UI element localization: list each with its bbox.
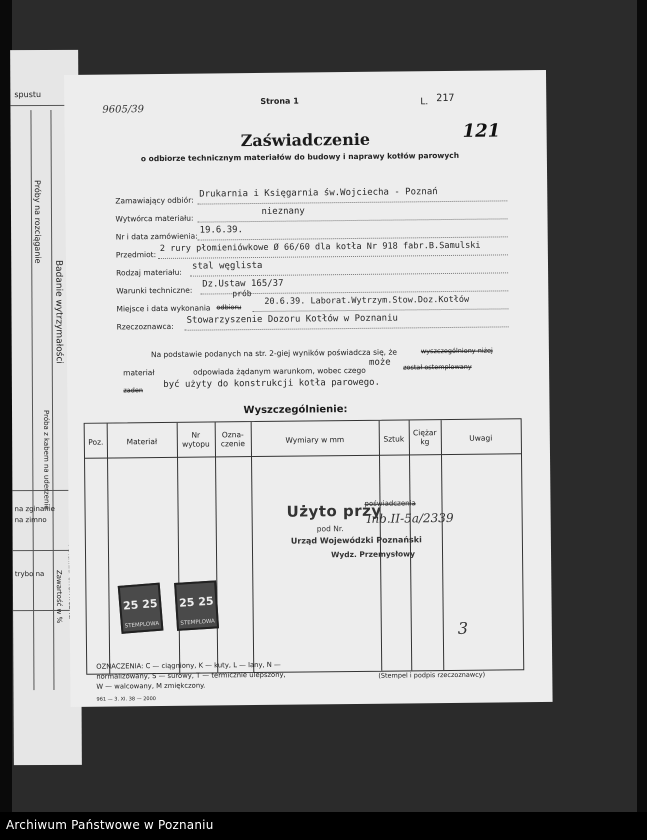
table-column-line	[409, 420, 413, 670]
ordering-value: Drukarnia i Księgarnia św.Wojciecha - Poznań	[199, 187, 438, 200]
subject-value: 2 rury płomieniówkowe Ø 66/60 dla kotła Nr 918 fabr.B.Samulski	[159, 240, 481, 255]
header-pieces: Sztuk	[383, 434, 405, 444]
handwritten-number: 121	[462, 120, 501, 142]
l-label: L.	[420, 97, 429, 108]
revenue-stamp-label: STEMPLOWA	[180, 618, 216, 627]
header-material: Materiał	[126, 437, 158, 447]
statement-struck1: wyszczególniony niżej	[420, 346, 493, 356]
table-column-line	[441, 420, 445, 670]
stamp-handwritten-number: Inb.II-5a/2339	[366, 510, 454, 526]
expert-value: Stowarzyszenie Dozoru Kotłów w Poznaniu	[186, 313, 398, 326]
revenue-stamp-value: 25 25	[178, 594, 214, 610]
place-inserted: prób	[232, 289, 252, 299]
print-code: 961 — 3. XI. 38 — 2000	[96, 696, 157, 703]
place-value: 20.6.39. Laborat.Wytrzym.Stow.Doz.Kotłów	[264, 294, 470, 307]
document-subtitle: o odbiorze technicznym materiałów do budowy i naprawy kotłów parowych	[140, 150, 460, 164]
back-sheet-column-line	[50, 110, 54, 690]
reference-number: 9605/39	[102, 104, 144, 116]
signature-label: (Stempel i podpis rzeczoznawcy)	[378, 670, 486, 680]
field-dotline	[158, 254, 508, 259]
legend-line1: OZNACZENIA: C — ciągniony, K — kuty, L — lany, N —	[96, 660, 281, 671]
stamp-office: Urząd Wojewódzki Poznański	[290, 535, 422, 546]
producer-label: Wytwórca materiału:	[115, 213, 194, 224]
ordering-label: Zamawiający odbiór:	[115, 195, 194, 206]
order-label: Nr i data zamówienia:	[115, 231, 198, 242]
statement-line1: Na podstawie podanych na str. 2-giej wyników poświadcza się, że	[150, 347, 398, 360]
legend-line3: W — walcowany, M zmiękczony.	[96, 681, 206, 691]
statement-may: może	[368, 357, 391, 368]
statement-line2a: materiał	[123, 368, 155, 378]
field-dotline	[197, 200, 507, 204]
back-sheet-top-label: spustu	[14, 90, 42, 100]
material-label: Rodzaj materiału:	[116, 267, 182, 278]
l-number: 217	[436, 92, 455, 105]
certificate-document	[64, 70, 553, 707]
statement-struck2: został ostemplowany	[403, 362, 472, 372]
revenue-stamp-value: 25 25	[122, 596, 158, 613]
header-remarks: Uwagi	[469, 433, 493, 443]
header-heat-number: Nr wytopu	[182, 430, 210, 449]
specification-title: Wyszczególnienie:	[243, 404, 348, 417]
field-dotline	[252, 308, 508, 312]
legend-line2: normalizowany, S — surowy, T — termicznie ulepszony,	[96, 670, 286, 681]
material-value: stal węglista	[191, 260, 263, 272]
table-column-line	[379, 421, 383, 671]
field-dotline	[185, 326, 509, 330]
back-sheet-impact-label: Próba z kabem na uderzenie	[42, 409, 51, 510]
film-edge-right	[637, 0, 647, 812]
handwritten-mark: 3	[457, 618, 469, 638]
back-sheet-tensile-label: Próby na rozciąganie	[32, 180, 43, 264]
subject-label: Przedmiot:	[115, 250, 157, 260]
field-dotline	[190, 272, 508, 276]
table-column-line	[177, 423, 181, 673]
table-header-line	[85, 453, 521, 459]
place-label: Miejsce i data wykonania	[116, 303, 211, 314]
header-marking: Ozna-czenie	[220, 430, 245, 449]
statement-line2b: odpowiada żądanym warunkom, wobec czego	[193, 365, 366, 377]
field-dotline	[198, 218, 508, 222]
stamp-pod: pod Nr.	[316, 524, 344, 534]
table-column-line	[251, 422, 255, 672]
revenue-stamp-label: STEMPLOWA	[124, 620, 160, 630]
header-poz: Poz.	[88, 437, 104, 447]
stamp-struck: poświadczenia	[364, 499, 416, 508]
statement-struck3: zaden	[123, 386, 143, 395]
archive-name: Archiwum Państwowe w Poznaniu	[6, 818, 214, 832]
table-column-line	[215, 422, 219, 672]
conditions-value: Dz.Ustaw 165/37	[202, 278, 284, 290]
revenue-stamp	[118, 583, 164, 634]
back-sheet-strength-label: Badanie wytrzymałości	[53, 259, 64, 364]
header-weight: Ciężar kg	[412, 428, 437, 447]
back-sheet-trybo-label: trybo na	[14, 570, 45, 579]
order-value: 19.6.39.	[199, 225, 244, 236]
stamp-department: Wydz. Przemysłowy	[330, 549, 416, 560]
page-label: Strona 1	[260, 96, 299, 106]
document-title: Zaświadczenie	[240, 129, 371, 151]
table-column-line	[107, 424, 111, 674]
header-dimensions: Wymiary w mm	[285, 435, 345, 445]
conditions-label: Warunki techniczne:	[116, 285, 193, 296]
statement-line3: być użyty do konstrukcji kotła parowego.	[163, 377, 381, 390]
back-sheet-cold-label: na zimno	[14, 515, 47, 525]
back-sheet-content-label: Zawartość w %	[54, 569, 64, 624]
expert-label: Rzeczoznawca:	[116, 321, 174, 332]
stamp-used-at: Użyto przy	[286, 501, 382, 521]
revenue-stamp	[174, 580, 219, 631]
producer-value: nieznany	[261, 206, 305, 217]
place-struck: odbioru	[216, 303, 242, 312]
back-sheet-bending-label: na zginanie	[14, 504, 55, 514]
